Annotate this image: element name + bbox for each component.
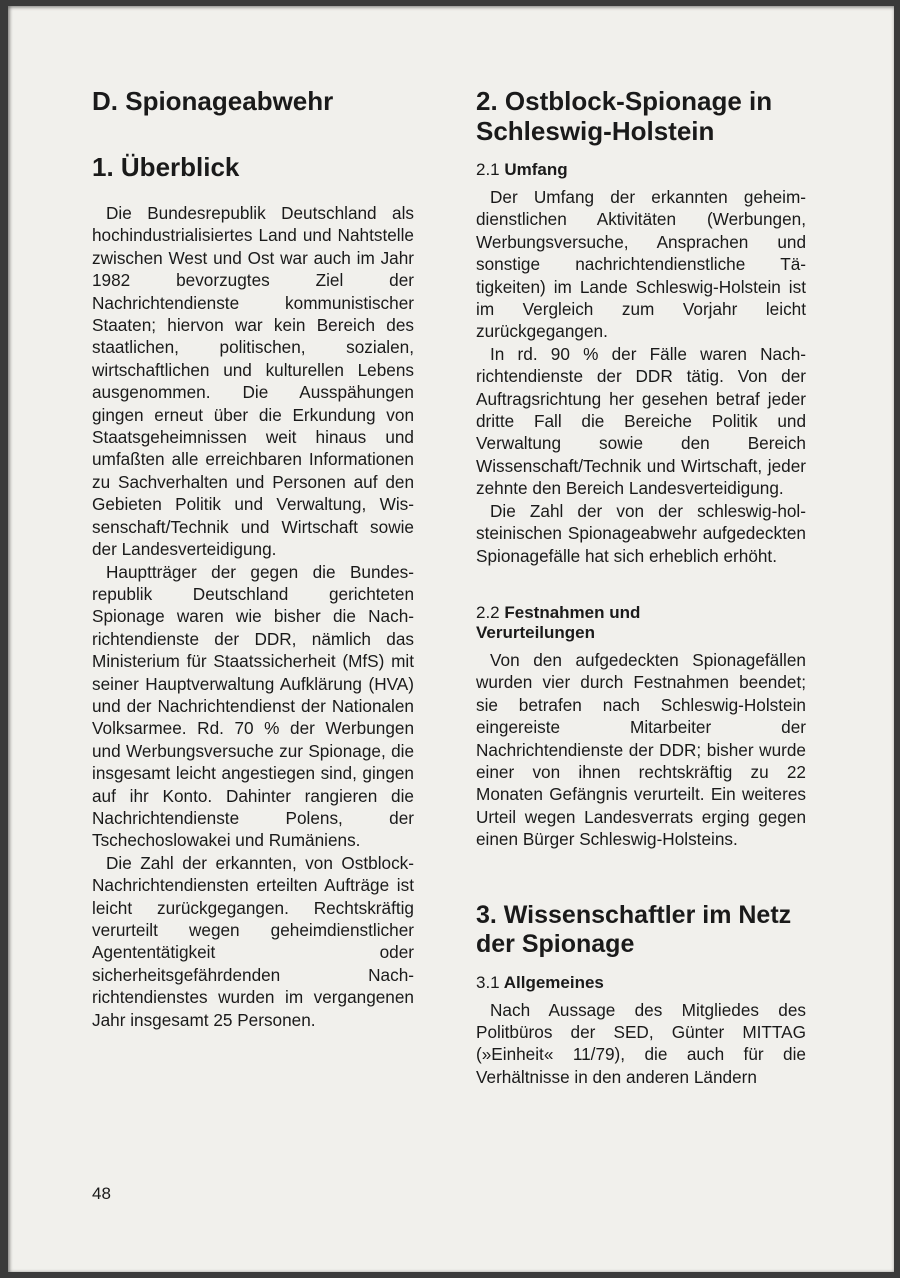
subsection-number: 3.1 bbox=[476, 972, 500, 992]
subsection-title: Umfang bbox=[504, 160, 568, 179]
page-number: 48 bbox=[92, 1184, 111, 1203]
right-column bbox=[476, 86, 806, 1088]
spacer bbox=[476, 567, 806, 603]
subsection-3-1-heading bbox=[476, 973, 806, 993]
subsection-2-2-heading bbox=[476, 603, 676, 643]
paragraph: In rd. 90 % der Fälle waren Nachrichtendienste der DDR tätig. Von der Auftragsrichtung her gesehen betraf jeder dritte Fall die Bereiche Politik und Verwaltung sowie den Bereich Wissenschaft/Technik und Wirtschaft, jeder zehnte den Bereich Landesverteidigung. bbox=[476, 343, 806, 499]
spacer bbox=[476, 851, 806, 901]
paragraph: Die Zahl der von der schleswig-holsteinischen Spionageabwehr aufgedeckten Spionagefälle hat sich erheblich erhöht. bbox=[476, 500, 806, 566]
paragraph: Die Zahl der erkannten, von Ostblock-Nachrichtendiensten erteilten Aufträge ist leicht zurückgegangen. Rechtskräftig verurteilt wegen geheimdienstlicher Agententätigkeit oder sicherheitsgefährdenden Nachrichtendienstes wurden im vergangenen Jahr insgesamt 25 Personen. bbox=[92, 852, 414, 1030]
section-2-title: 2. Ostblock-Spionage in Schleswig-Holstein bbox=[476, 86, 773, 146]
paragraph: Die Bundesrepublik Deutschland als hochindustrialisiertes Land und Nahtstelle zwischen West und Ost war auch im Jahr 1982 bevorzugtes Ziel der Nachrichtendienste kommunistischer Staaten; hiervon war kein Bereich des staatlichen, politischen, sozialen, wirtschaftlichen und kulturellen Lebens ausgenommen. Die Ausspähungen gingen erneut über die Erkundung von Staatsgeheimnissen weit hinaus und umfaßten alle erreichbaren Informationen zu Sachverhalten und Personen auf den Gebieten Politik und Verwaltung, Wissenschaft/Technik und Wirtschaft sowie der Landesverteidigung. bbox=[92, 203, 414, 560]
section-1-title: 1. Überblick bbox=[92, 152, 240, 182]
paragraph: Hauptträger der gegen die Bundesrepublik Deutschland gerichteten Spionage waren wie bisher die Nachrichtendienste der DDR, nämlich das Ministerium für Staatssicherheit (MfS) mit seiner Hauptverwaltung Aufklärung (HVA) und der Nachrichtendienst der Nationalen Volksarmee. Rd. 70 % der Werbungen und Werbungsversuche zur Spionage, die insgesamt leicht angestiegen sind, gingen auf ihr Konto. Dahinter rangieren die Nachrichtendienste Polens, der Tschechoslowakei und Rumäniens. bbox=[92, 561, 414, 851]
subsection-title: Allgemeines bbox=[503, 972, 604, 992]
paragraph: Der Umfang der erkannten geheimdienstlichen Aktivitäten (Werbungen, Werbungsversuche, Ansprachen und sonstige nachrichtendienstliche Tätigkeiten) im Lande Schleswig-Holstein ist im Vergleich zum Vorjahr leicht zurückgegangen. bbox=[476, 187, 806, 342]
subsection-title: Festnahmen und Verurteilungen bbox=[476, 602, 641, 642]
subsection-number: 2.1 bbox=[476, 160, 500, 179]
subsection-2-1-heading bbox=[476, 160, 806, 180]
paragraph: Nach Aussage des Mitgliedes des Politbüros der SED, Günter MITTAG (»Einheit« 11/79), die auch für die Verhältnisse in den anderen Ländern bbox=[476, 999, 806, 1087]
left-column bbox=[92, 86, 414, 1031]
chapter-title: D. Spionageabwehr bbox=[92, 86, 334, 116]
section-3-title: 3. Wissenschaftler im Netz der Spionage bbox=[476, 900, 792, 958]
subsection-number: 2.2 bbox=[476, 602, 500, 622]
document-page bbox=[8, 6, 894, 1272]
paragraph: Von den aufgedeckten Spionagefällen wurden vier durch Festnahmen beendet; sie betrafen nach Schleswig-Holstein eingereiste Mitarbeiter der Nachrichtendienste der DDR; bisher wurde einer von ihnen rechtskräftig zu 22 Monaten Gefängnis verurteilt. Ein weiteres Urteil wegen Landesverrats erging gegen einen Bürger Schleswig-Holsteins. bbox=[476, 649, 806, 850]
